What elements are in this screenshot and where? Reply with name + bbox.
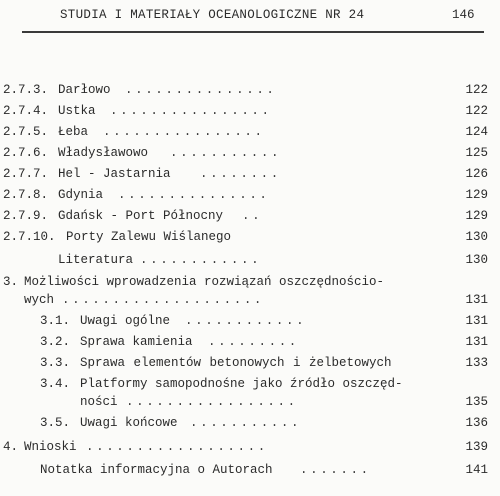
toc-page: 141 <box>465 463 488 477</box>
toc-leader: .. <box>242 209 263 223</box>
page-number: 146 <box>452 8 475 22</box>
toc-page: 130 <box>465 230 488 244</box>
toc-title: Platformy samopodnośne jako źródło oszczęd- <box>80 377 403 391</box>
toc-number: 2.7.4. <box>3 104 49 118</box>
toc-title: Notatka informacyjna o Autorach <box>40 463 273 477</box>
toc-number: 3.3. <box>40 356 71 370</box>
toc-title: Darłowo <box>58 83 111 97</box>
toc-page: 124 <box>465 125 488 139</box>
toc-title: Łeba <box>58 125 89 139</box>
toc-leader: ................ <box>103 125 265 139</box>
toc-page: 129 <box>465 209 488 223</box>
toc-title: Sprawa kamienia <box>80 335 193 349</box>
toc-number: 2.7.6. <box>3 146 49 160</box>
toc-title: Uwagi ogólne <box>80 314 171 328</box>
toc-title: Literatura <box>58 253 134 267</box>
toc-number: 4. <box>3 440 19 454</box>
toc-number: 2.7.5. <box>3 125 49 139</box>
toc-page: 135 <box>465 395 488 409</box>
toc-page: 139 <box>465 440 488 454</box>
toc-title: Ustka <box>58 104 96 118</box>
toc-leader: ........... <box>190 416 302 430</box>
toc-leader: ............... <box>118 188 270 202</box>
toc-title: ności <box>80 395 118 409</box>
toc-page: 126 <box>465 167 488 181</box>
toc-leader: .................. <box>86 440 268 454</box>
toc-title: Możliwości wprowadzenia rozwiązań oszczędnościo- <box>24 275 385 289</box>
toc-number: 3.2. <box>40 335 71 349</box>
toc-title: Wnioski <box>24 440 77 454</box>
toc-leader: ......... <box>208 335 299 349</box>
toc-leader: .................... <box>62 293 265 307</box>
toc-leader: ............ <box>140 253 262 267</box>
toc-page: 130 <box>465 253 488 267</box>
toc-page: 131 <box>465 314 488 328</box>
toc-leader: ................ <box>110 104 272 118</box>
toc-title: Uwagi końcowe <box>80 416 178 430</box>
toc-page: 122 <box>465 104 488 118</box>
journal-title: STUDIA I MATERIAŁY OCEANOLOGICZNE NR 24 <box>60 8 365 22</box>
toc-title: Władysławowo <box>58 146 149 160</box>
toc-page: 131 <box>465 293 488 307</box>
toc-title: Porty Zalewu Wiślanego <box>66 230 232 244</box>
toc-title: wych <box>24 293 55 307</box>
toc-number: 3.1. <box>40 314 71 328</box>
toc-page: 131 <box>465 335 488 349</box>
toc-leader: ........... <box>170 146 282 160</box>
toc-number: 2.7.7. <box>3 167 49 181</box>
toc-page: 129 <box>465 188 488 202</box>
toc-page: 122 <box>465 83 488 97</box>
toc-leader: ....... <box>300 463 371 477</box>
toc-leader: ................. <box>126 395 298 409</box>
toc-page: 133 <box>465 356 488 370</box>
toc-number: 2.7.8. <box>3 188 49 202</box>
toc-number: 2.7.10. <box>3 230 56 244</box>
toc-number: 2.7.3. <box>3 83 49 97</box>
toc-number: 3. <box>3 275 19 289</box>
toc-title: Gdańsk - Port Północny <box>58 209 224 223</box>
toc-title: Hel - Jastarnia <box>58 167 171 181</box>
toc-title: Gdynia <box>58 188 104 202</box>
toc-title: Sprawa elementów betonowych i żelbetowych <box>80 356 392 370</box>
toc-page: 125 <box>465 146 488 160</box>
toc-number: 3.4. <box>40 377 71 391</box>
toc-number: 3.5. <box>40 416 71 430</box>
toc-leader: ........ <box>200 167 281 181</box>
toc-page: 136 <box>465 416 488 430</box>
toc-leader: ............... <box>125 83 277 97</box>
toc-leader: ............ <box>185 314 307 328</box>
toc-number: 2.7.9. <box>3 209 49 223</box>
